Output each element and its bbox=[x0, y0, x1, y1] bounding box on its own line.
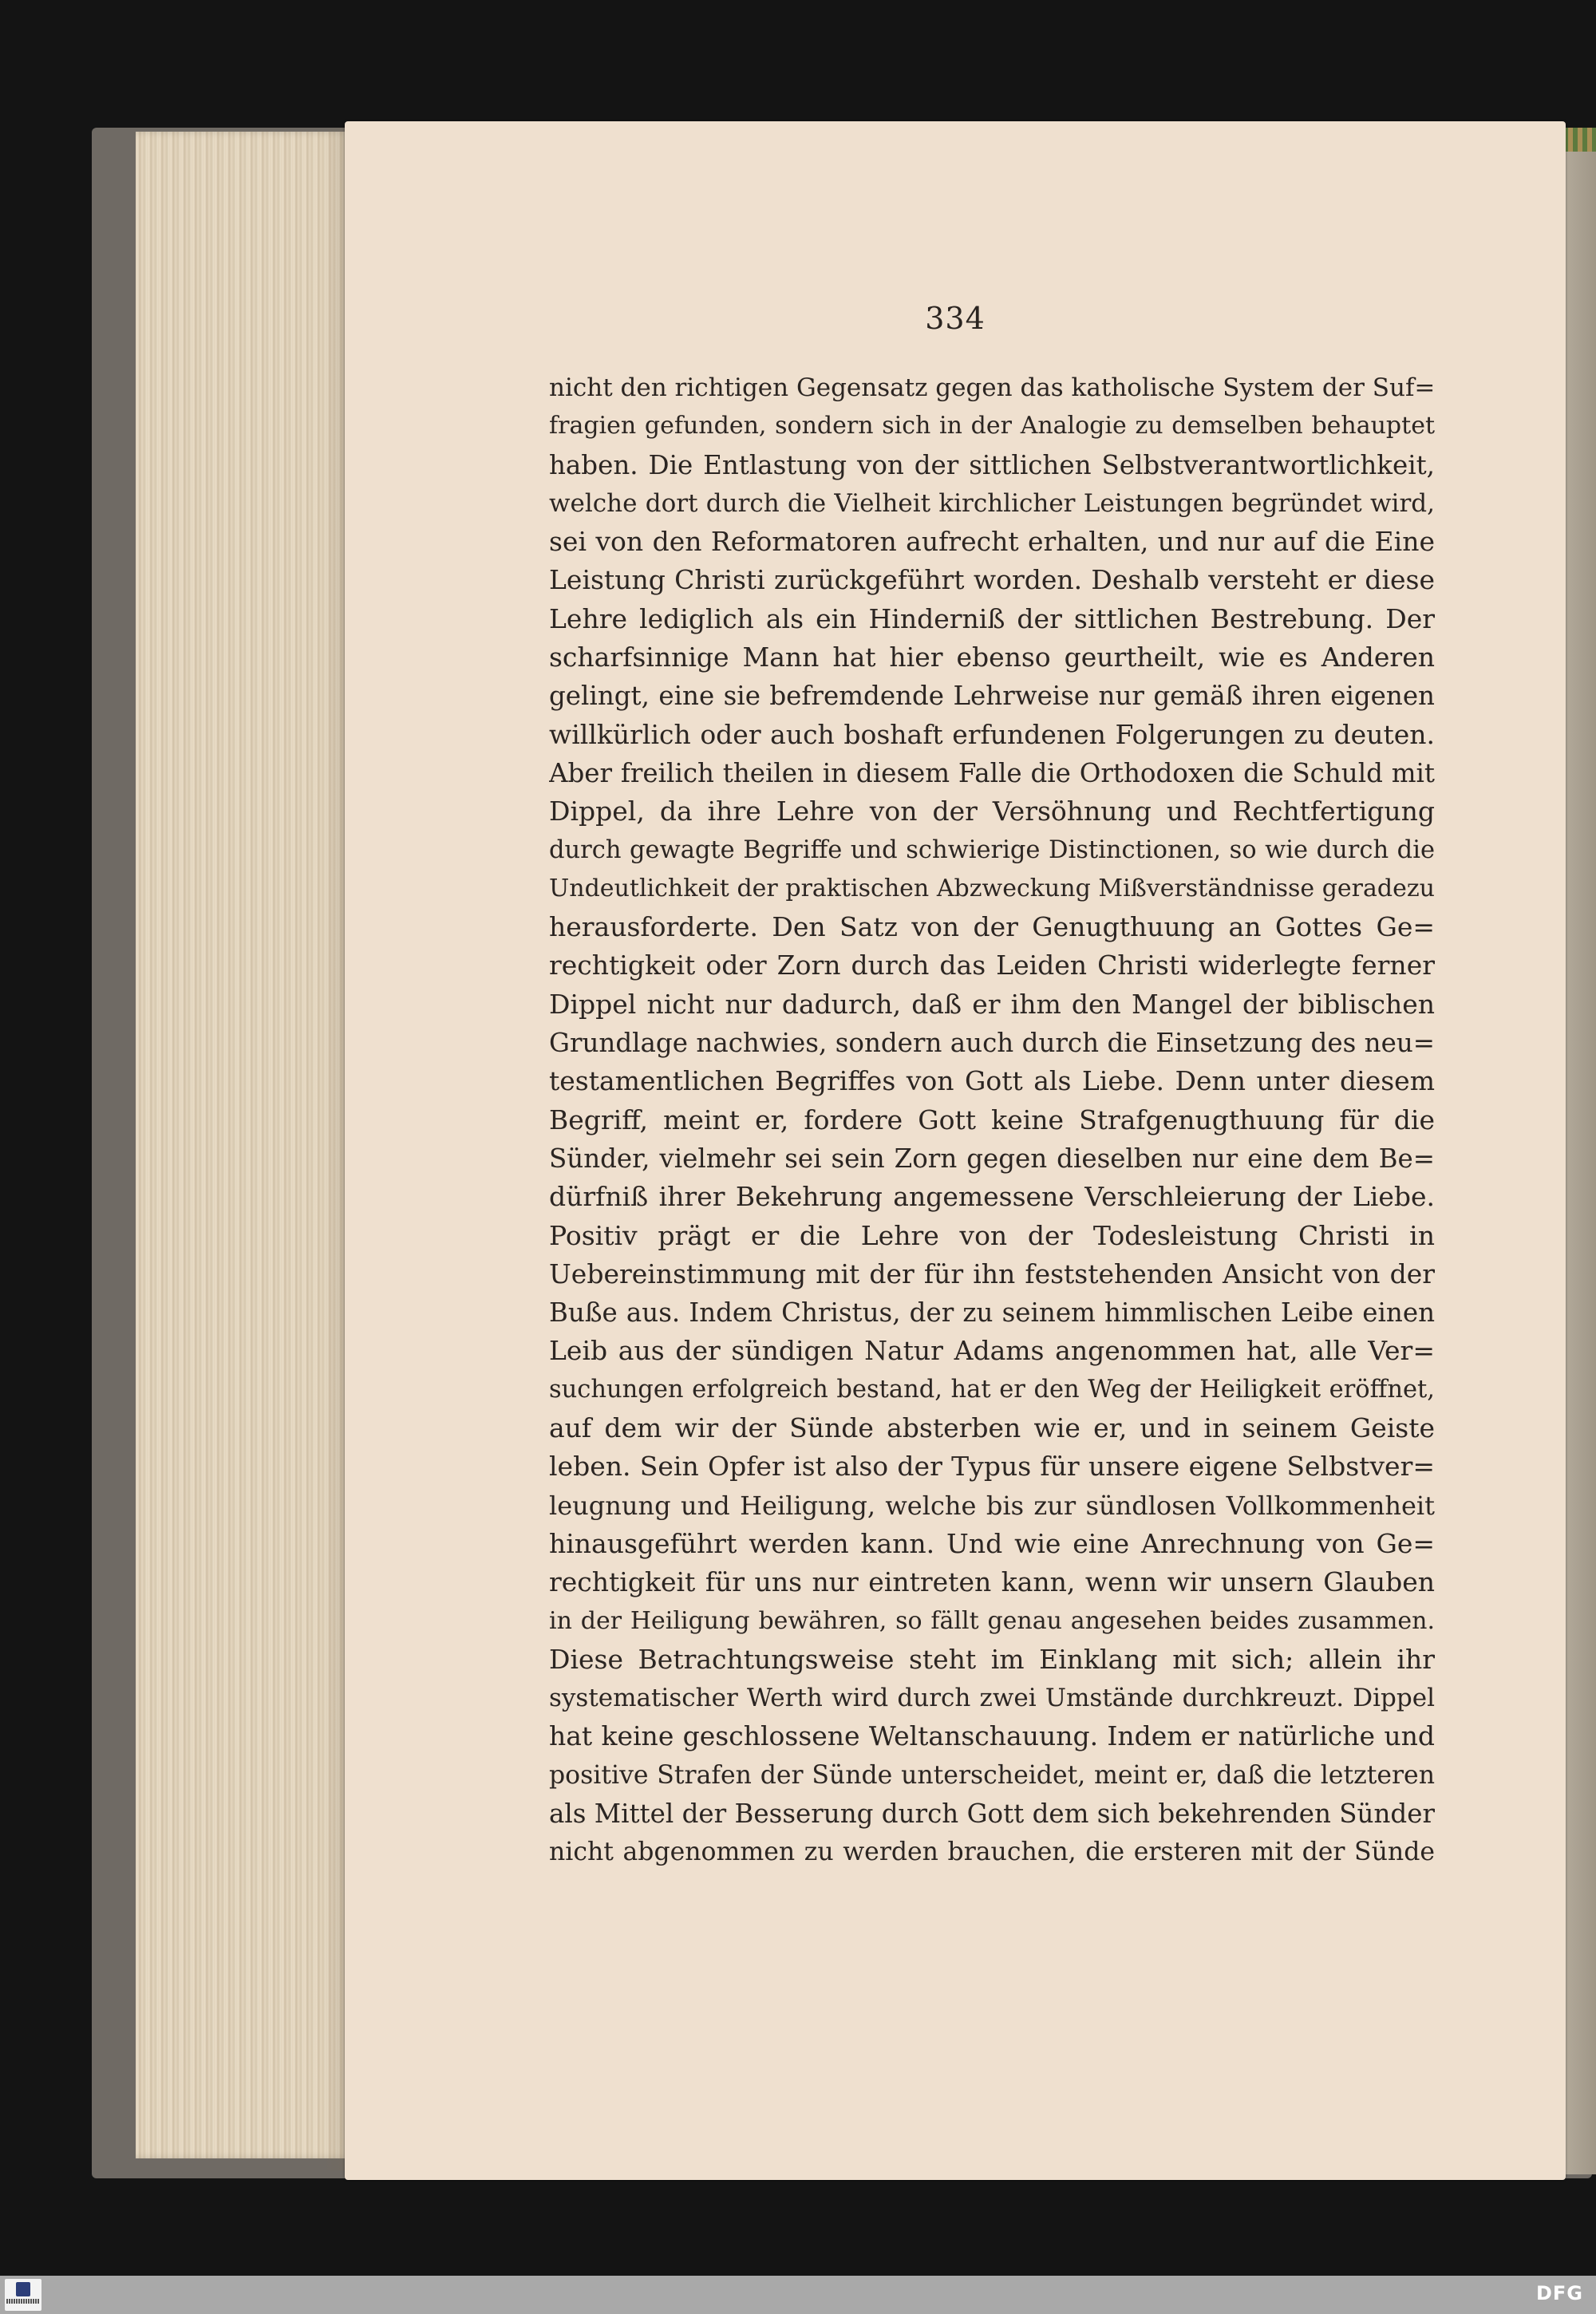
text-line: auf dem wir der Sünde absterben wie er, und in seinem Geiste bbox=[549, 1412, 1435, 1444]
text-line: hat keine geschlossene Weltanschauung. Indem er natürliche und bbox=[549, 1720, 1435, 1752]
text-line: Grundlage nachwies, sondern auch durch die Einsetzung des neu= bbox=[549, 1028, 1435, 1059]
text-line: Aber freilich theilen in diesem Falle die Orthodoxen die Schuld mit bbox=[549, 757, 1435, 788]
text-line: nicht abgenommen zu werden brauchen, die ersteren mit der Sünde bbox=[549, 1838, 1435, 1867]
text-line: Dippel nicht nur dadurch, daß er ihm den Mangel der biblischen bbox=[549, 988, 1435, 1020]
text-line: als Mittel der Besserung durch Gott dem sich bekehrenden Sünder bbox=[549, 1798, 1435, 1829]
text-line: Positiv prägt er die Lehre von der Todesleistung Christi in bbox=[549, 1219, 1435, 1251]
text-line: systematischer Werth wird durch zwei Umstände durchkreuzt. Dippel bbox=[549, 1684, 1435, 1713]
text-line: Dippel, da ihre Lehre von der Versöhnung und Rechtfertigung bbox=[549, 796, 1435, 827]
text-line: positive Strafen der Sünde unterscheidet, meint er, daß die letzteren bbox=[549, 1760, 1435, 1790]
body-text bbox=[549, 369, 1435, 1872]
text-line: Leib aus der sündigen Natur Adams angenommen hat, alle Ver= bbox=[549, 1335, 1435, 1367]
page-edges-stack bbox=[136, 132, 351, 2158]
library-crest-icon bbox=[16, 2282, 30, 2296]
text-line: haben. Die Entlastung von der sittlichen Selbstverantwortlichkeit, bbox=[549, 449, 1435, 480]
text-line: durch gewagte Begriffe und schwierige Distinctionen, so wie durch die bbox=[549, 835, 1435, 864]
text-line: willkürlich oder auch boshaft erfundenen Folgerungen zu deuten. bbox=[549, 718, 1435, 750]
text-line: hinausgeführt werden kann. Und wie eine Anrechnung von Ge= bbox=[549, 1527, 1435, 1559]
text-line: Buße aus. Indem Christus, der zu seinem himmlischen Leibe einen bbox=[549, 1297, 1435, 1329]
text-line: Leistung Christi zurückgeführt worden. Deshalb versteht er diese bbox=[549, 564, 1435, 596]
text-line: rechtigkeit für uns nur eintreten kann, wenn wir unsern Glauben bbox=[549, 1566, 1435, 1598]
text-line: Lehre lediglich als ein Hinderniß der sittlichen Bestrebung. Der bbox=[549, 602, 1435, 634]
text-line: leben. Sein Opfer ist also der Typus für unsere eigene Selbstver= bbox=[549, 1451, 1435, 1483]
book-page bbox=[345, 121, 1566, 2180]
text-line: in der Heiligung bewähren, so fällt genau angesehen beides zusammen. bbox=[549, 1606, 1435, 1635]
text-line: gelingt, eine sie befremdende Lehrweise nur gemäß ihren eigenen bbox=[549, 681, 1435, 712]
text-line: fragien gefunden, sondern sich in der Analogie zu demselben behauptet bbox=[549, 412, 1435, 440]
viewer-footer-bar bbox=[0, 2276, 1596, 2314]
text-line: dürfniß ihrer Bekehrung angemessene Verschleierung der Liebe. bbox=[549, 1181, 1435, 1213]
text-line: Sünder, vielmehr sei sein Zorn gegen dieselben nur eine dem Be= bbox=[549, 1143, 1435, 1174]
text-line: scharfsinnige Mann hat hier ebenso geurtheilt, wie es Anderen bbox=[549, 642, 1435, 673]
dfg-label: DFG bbox=[1535, 2282, 1583, 2304]
text-line: Begriff, meint er, fordere Gott keine Strafgenugthuung für die bbox=[549, 1104, 1435, 1135]
text-line: Diese Betrachtungsweise steht im Einklang mit sich; allein ihr bbox=[549, 1643, 1435, 1675]
text-line: nicht den richtigen Gegensatz gegen das katholische System der Suf= bbox=[549, 373, 1435, 402]
text-line: testamentlichen Begriffes von Gott als Liebe. Denn unter diesem bbox=[549, 1065, 1435, 1097]
library-logo-text-icon bbox=[6, 2299, 40, 2304]
page-number: 334 bbox=[925, 301, 986, 336]
text-line: leugnung und Heiligung, welche bis zur sündlosen Vollkommenheit bbox=[549, 1490, 1435, 1521]
text-line: Undeutlichkeit der praktischen Abzweckung Mißverständnisse geradezu bbox=[549, 874, 1435, 902]
text-line: welche dort durch die Vielheit kirchlicher Leistungen begründet wird, bbox=[549, 488, 1435, 518]
text-line: Uebereinstimmung mit der für ihn feststehenden Ansicht von der bbox=[549, 1258, 1435, 1289]
text-line: herausforderte. Den Satz von der Genugthuung an Gottes Ge= bbox=[549, 911, 1435, 943]
text-line: suchungen erfolgreich bestand, hat er den Weg der Heiligkeit eröffnet, bbox=[549, 1375, 1435, 1404]
text-line: sei von den Reformatoren aufrecht erhalten, und nur auf die Eine bbox=[549, 526, 1435, 558]
text-line: rechtigkeit oder Zorn durch das Leiden Christi widerlegte ferner bbox=[549, 950, 1435, 981]
